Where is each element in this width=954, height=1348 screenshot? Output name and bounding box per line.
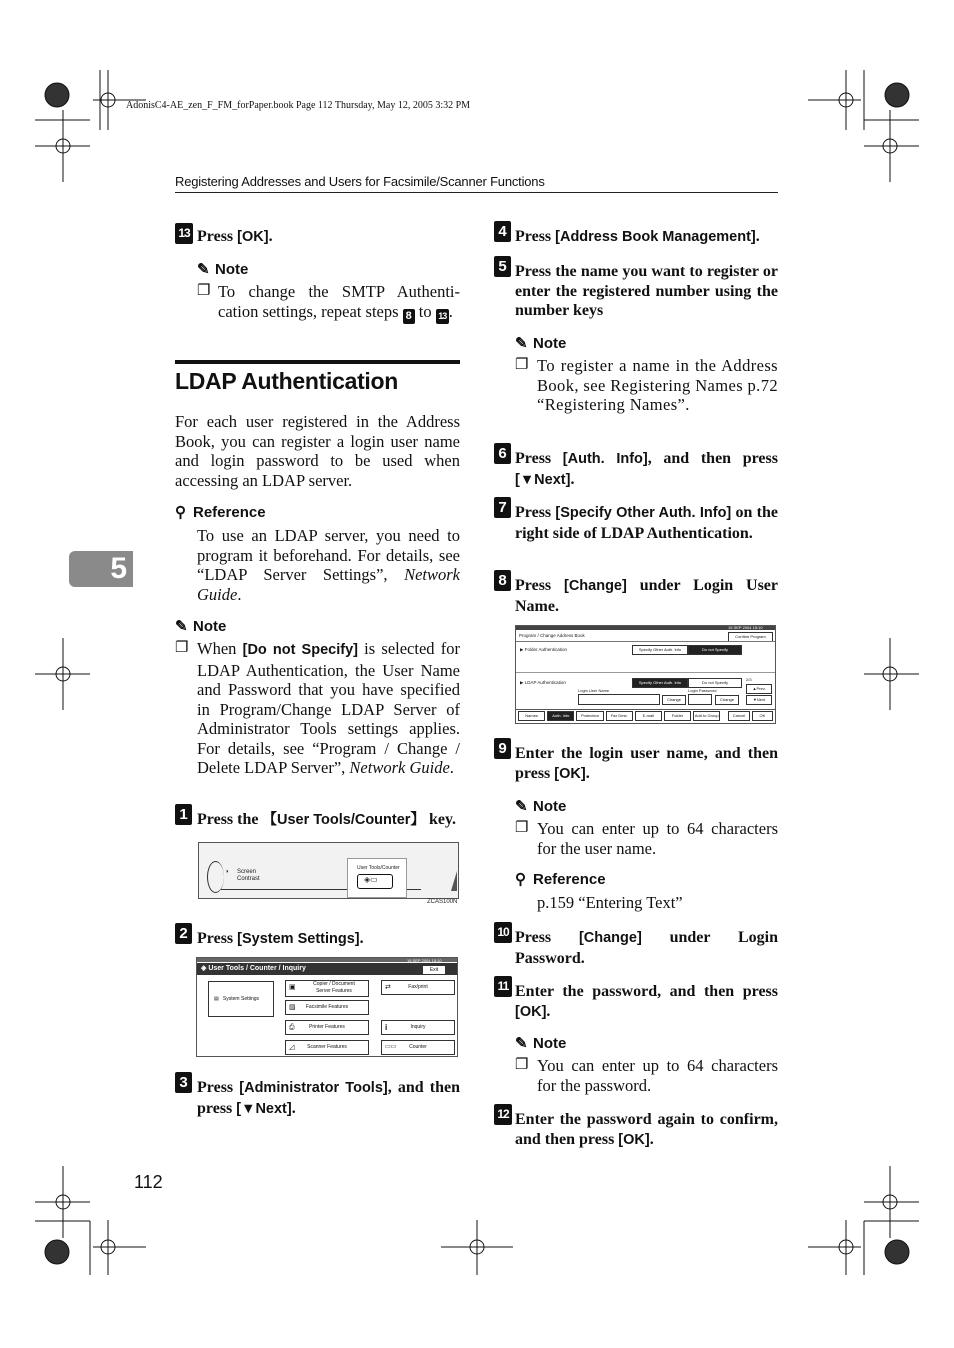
confirm-program-button[interactable]: Confirm Program bbox=[728, 632, 773, 642]
step-number: 12 bbox=[494, 1104, 512, 1125]
tab-auth-info[interactable]: Auth. Info bbox=[547, 711, 574, 721]
cancel-button[interactable]: Cancel bbox=[728, 711, 749, 721]
exit-button[interactable]: Exit bbox=[422, 965, 446, 975]
chapter-tab: 5 bbox=[69, 551, 133, 587]
step-1: Press the 【User Tools/Counter】 key. bbox=[197, 811, 457, 828]
tab-email[interactable]: E-mail bbox=[635, 711, 662, 721]
intro-paragraph: For each user registered in the Address Book, you can register a login user name and login password to be used when accessing an LDAP server. bbox=[175, 412, 460, 490]
checkbox-icon: ❐ bbox=[515, 1057, 529, 1073]
tab-folder[interactable]: Folder bbox=[664, 711, 691, 721]
inquiry-button[interactable]: i Inquiry bbox=[381, 1020, 455, 1035]
header-rule bbox=[175, 192, 778, 193]
step-number: 8 bbox=[494, 570, 511, 591]
folder-do-not-specify-button[interactable]: Do not Specify bbox=[688, 645, 742, 655]
tab-protection[interactable]: Protection bbox=[576, 711, 603, 721]
counter-icon: ▭▭ bbox=[385, 1044, 397, 1050]
figure-code: ZCAS100N bbox=[427, 899, 458, 905]
counter-button[interactable]: ▭▭ Counter bbox=[381, 1040, 455, 1055]
info-icon: i bbox=[385, 1023, 388, 1032]
system-settings-icon: ▤ bbox=[214, 996, 219, 1002]
checkbox-icon: ❐ bbox=[197, 283, 211, 299]
tab-add-to-group[interactable]: Add to Group bbox=[693, 711, 720, 721]
reference-heading: ⚲ Reference bbox=[515, 871, 606, 888]
note-text: To change the SMTP Authenti-cation settings, repeat steps 8 to 13 . bbox=[218, 282, 460, 322]
magnifier-icon: ⚲ bbox=[515, 871, 526, 888]
step-9: Enter the login user name, and then press [OK]. bbox=[515, 745, 778, 782]
step-12: Enter the password again to confirm, and then press [OK]. bbox=[515, 1111, 778, 1148]
note-heading: ✎ Note bbox=[515, 335, 567, 352]
note-heading: ✎ Note bbox=[175, 618, 227, 635]
ldap-specify-other-button[interactable]: Specify Other Auth. Info bbox=[632, 678, 688, 688]
user-tools-icon: ◈ bbox=[201, 965, 207, 972]
note-text: To register a name in the Address Book, see Registering Names p.72 “Registering Names”. bbox=[537, 356, 779, 414]
next-button[interactable]: ▼Next bbox=[746, 695, 772, 705]
page-number: 112 bbox=[134, 1172, 163, 1192]
note-heading: ✎ Note bbox=[515, 1035, 567, 1052]
step-2: Press [System Settings]. bbox=[197, 930, 364, 947]
pencil-icon: ✎ bbox=[175, 618, 188, 635]
printer-features-button[interactable]: ⎙ Printer Features bbox=[285, 1020, 369, 1035]
step-number: 10 bbox=[494, 922, 512, 943]
pencil-icon: ✎ bbox=[515, 335, 528, 352]
note-text: You can enter up to 64 characters for the password. bbox=[537, 1056, 778, 1095]
checkbox-icon: ❐ bbox=[175, 640, 189, 656]
change-user-name-button[interactable]: Change bbox=[662, 695, 686, 705]
facsimile-features-button[interactable]: ▨ Facsimile Features bbox=[285, 1000, 369, 1015]
login-password-field bbox=[688, 694, 712, 705]
step-number: 13 bbox=[175, 223, 193, 244]
tab-fax-dest[interactable]: Fax Dest. bbox=[606, 711, 633, 721]
note-heading: ✎ Note bbox=[515, 798, 567, 815]
step-number: 6 bbox=[494, 443, 511, 464]
printer-icon: ⎙ bbox=[289, 1024, 295, 1031]
running-head: Registering Addresses and Users for Facsimile/Scanner Functions bbox=[175, 174, 545, 189]
step-13: Press [OK]. bbox=[197, 228, 273, 245]
reference-text: p.159 “Entering Text” bbox=[537, 893, 683, 912]
fax-print-icon: ⇄ bbox=[385, 984, 391, 991]
fax-icon: ▨ bbox=[289, 1004, 296, 1011]
scanner-features-button[interactable]: ◿ Scanner Features bbox=[285, 1040, 369, 1055]
step-number: 4 bbox=[494, 221, 511, 242]
step-3: Press [Administrator Tools], and then press [▼Next]. bbox=[197, 1079, 460, 1117]
section-title: LDAP Authentication bbox=[175, 368, 399, 394]
step-number: 7 bbox=[494, 497, 511, 518]
section-rule bbox=[175, 360, 460, 364]
step-number: 1 bbox=[175, 804, 192, 825]
step-number: 5 bbox=[494, 256, 511, 277]
copier-icon: ▣ bbox=[289, 984, 296, 991]
step-number: 9 bbox=[494, 738, 511, 759]
step-number: 3 bbox=[175, 1072, 192, 1093]
login-user-name-field bbox=[578, 694, 660, 705]
magnifier-icon: ⚲ bbox=[175, 504, 186, 521]
user-tools-key-icon[interactable]: ◈▭ bbox=[364, 875, 378, 884]
step-4: Press [Address Book Management]. bbox=[515, 228, 760, 245]
step-7: Press [Specify Other Auth. Info] on the right side of LDAP Authentication. bbox=[515, 504, 778, 542]
pencil-icon: ✎ bbox=[515, 798, 528, 815]
pencil-icon: ✎ bbox=[197, 261, 210, 278]
control-panel-image: ◑ Screen Contrast User Tools/Counter ◈▭ bbox=[198, 842, 459, 899]
user-tools-screen: 15 SEP 2004 15:10 ◈ User Tools / Counter / Inquiry Exit ▤ System Settings ▣ Copier / Document Server Features ▨ Facsimile Features ⎙ Printer Features ◿ Scanner Features ⇄ Fax/print i Inquiry ▭▭ Counter bbox=[196, 957, 458, 1057]
step-11: Enter the password, and then press [OK]. bbox=[515, 983, 778, 1020]
note-text: You can enter up to 64 characters for the user name. bbox=[537, 819, 778, 858]
tab-names[interactable]: Names bbox=[518, 711, 545, 721]
step-8: Press [Change] under Login User Name. bbox=[515, 577, 779, 615]
step-number: 2 bbox=[175, 923, 192, 944]
scanner-icon: ◿ bbox=[289, 1044, 295, 1051]
ldap-do-not-specify-button[interactable]: Do not Specify bbox=[688, 678, 742, 688]
change-password-button[interactable]: Change bbox=[715, 695, 739, 705]
prev-button[interactable]: ▲Prev. bbox=[746, 684, 772, 694]
system-settings-button[interactable]: ▤ System Settings bbox=[208, 981, 274, 1017]
step-6: Press [Auth. Info], and then press [▼Next]. bbox=[515, 450, 778, 488]
step-number: 11 bbox=[494, 976, 512, 997]
pencil-icon: ✎ bbox=[515, 1035, 528, 1052]
file-note: AdonisC4-AE_zen_F_FM_forPaper.book Page 112 Thursday, May 12, 2005 3:32 PM bbox=[126, 100, 471, 111]
contrast-icon: ◑ bbox=[225, 869, 229, 875]
folder-specify-other-button[interactable]: Specify Other Auth. Info bbox=[632, 645, 688, 655]
note-heading: ✎ Note bbox=[197, 261, 249, 278]
step-5: Press the name you want to register or enter the registered number using the number keys bbox=[515, 263, 778, 319]
reference-text: To use an LDAP server, you need to program it beforehand. For details, see “LDAP Server Settings”, Network Guide. bbox=[197, 526, 460, 604]
checkbox-icon: ❐ bbox=[515, 357, 529, 373]
copier-features-button[interactable]: ▣ Copier / Document Server Features bbox=[285, 980, 369, 997]
checkbox-icon: ❐ bbox=[515, 820, 529, 836]
fax-print-button[interactable]: ⇄ Fax/print bbox=[381, 980, 455, 995]
step-10: Press [Change] under Login Password. bbox=[515, 929, 778, 967]
auth-info-screen: 15 SEP 2004 15:10 Program / Change Address Book Confirm Program ▶ Folder Authentication Specify Other Auth. Info Do not Specify ▶ LDAP Authentication Specify Other Auth. Info Do not Specify 2/3 ▲Prev. ▼Next Login User Name Login Password Change Change Names Auth. Info Protection Fax Dest. E-mail Folder Add to Group Cancel OK bbox=[515, 625, 776, 724]
reference-heading: ⚲ Reference bbox=[175, 504, 266, 521]
note-text: When [Do not Specify] is selected for LDAP Authentication, the User Name and Password that you have specified in Program/Change LDAP Server of Administrator Tools settings applies. For details, see “Program / Change / Delete LDAP Server”, Network Guide. bbox=[197, 639, 460, 777]
ok-button[interactable]: OK bbox=[752, 711, 773, 721]
